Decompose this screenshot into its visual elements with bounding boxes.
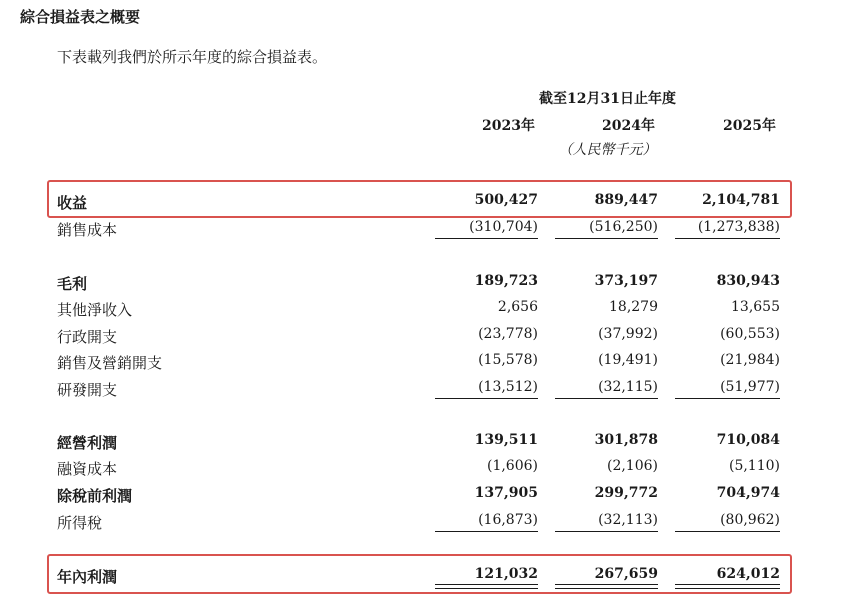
cell-2025: (1,273,838)	[697, 219, 780, 235]
cell-2024: (2,106)	[606, 458, 658, 474]
row-label: 其他淨收入	[57, 301, 133, 319]
subtotal-rule	[555, 398, 658, 399]
cell-2025: 2,104,781	[702, 192, 780, 208]
intro-text: 下表載列我們於所示年度的綜合損益表。	[57, 48, 328, 66]
row-label: 毛利	[57, 275, 88, 293]
table-row-finance-costs	[0, 454, 868, 480]
subtotal-rule	[675, 531, 780, 532]
cell-2025: (21,984)	[720, 352, 780, 368]
row-label: 研發開支	[57, 381, 118, 399]
cell-2023: 500,427	[474, 192, 538, 208]
table-row-gross-profit	[0, 269, 868, 295]
subtotal-rule	[435, 531, 538, 532]
subtotal-rule	[675, 398, 780, 399]
subtotal-rule	[435, 398, 538, 399]
row-label: 除稅前利潤	[57, 487, 133, 505]
cell-2024: 373,197	[594, 273, 658, 289]
cell-2023: (15,578)	[478, 352, 538, 368]
table-row-admin-expenses	[0, 322, 868, 348]
cell-2024: 299,772	[594, 485, 658, 501]
cell-2023: 2,656	[497, 299, 538, 315]
cell-2024: (516,250)	[589, 219, 658, 235]
cell-2023: 137,905	[474, 485, 538, 501]
section-title: 綜合損益表之概要	[20, 8, 141, 26]
cell-2025: (80,962)	[720, 512, 780, 528]
cell-2025: 704,974	[716, 485, 780, 501]
cell-2024: 267,659	[594, 566, 658, 582]
year-header-2024: 2024年	[602, 118, 655, 134]
row-label: 收益	[57, 194, 88, 212]
table-row-operating-profit	[0, 428, 868, 454]
row-label: 銷售成本	[57, 221, 118, 239]
cell-2024: (32,113)	[598, 512, 658, 528]
period-header: 截至12月31日止年度	[539, 91, 676, 107]
cell-2025: (5,110)	[728, 458, 780, 474]
cell-2024: (37,992)	[598, 326, 658, 342]
cell-2023: 139,511	[474, 432, 538, 448]
table-row-profit-before-tax	[0, 481, 868, 507]
cell-2023: (16,873)	[478, 512, 538, 528]
cell-2025: 830,943	[716, 273, 780, 289]
cell-2023: (13,512)	[478, 379, 538, 395]
cell-2025: (51,977)	[720, 379, 780, 395]
row-label: 經營利潤	[57, 434, 118, 452]
cell-2024: 301,878	[594, 432, 658, 448]
cell-2023: (310,704)	[469, 219, 538, 235]
cell-2024: 18,279	[609, 299, 658, 315]
cell-2025: 13,655	[731, 299, 780, 315]
cell-2025: 624,012	[716, 566, 780, 582]
table-row-selling-marketing	[0, 348, 868, 374]
row-label: 銷售及營銷開支	[57, 354, 163, 372]
row-label: 所得稅	[57, 514, 103, 532]
cell-2025: (60,553)	[720, 326, 780, 342]
table-row-other-net-income	[0, 295, 868, 321]
row-label: 年內利潤	[57, 568, 118, 586]
subtotal-rule	[555, 531, 658, 532]
subtotal-rule	[555, 238, 658, 239]
year-header-2025: 2025年	[723, 118, 776, 134]
row-label: 融資成本	[57, 460, 118, 478]
year-header-2023: 2023年	[482, 118, 535, 134]
cell-2023: 189,723	[474, 273, 538, 289]
unit-label: （人民幣千元）	[558, 142, 657, 158]
cell-2024: (32,115)	[598, 379, 658, 395]
cell-2023: (1,606)	[486, 458, 538, 474]
subtotal-rule	[675, 238, 780, 239]
subtotal-rule	[435, 238, 538, 239]
cell-2024: 889,447	[594, 192, 658, 208]
cell-2025: 710,084	[716, 432, 780, 448]
row-label: 行政開支	[57, 328, 118, 346]
cell-2023: 121,032	[474, 566, 538, 582]
profit-highlight-box	[47, 554, 792, 594]
revenue-highlight-box	[47, 180, 792, 218]
cell-2023: (23,778)	[478, 326, 538, 342]
cell-2024: (19,491)	[598, 352, 658, 368]
